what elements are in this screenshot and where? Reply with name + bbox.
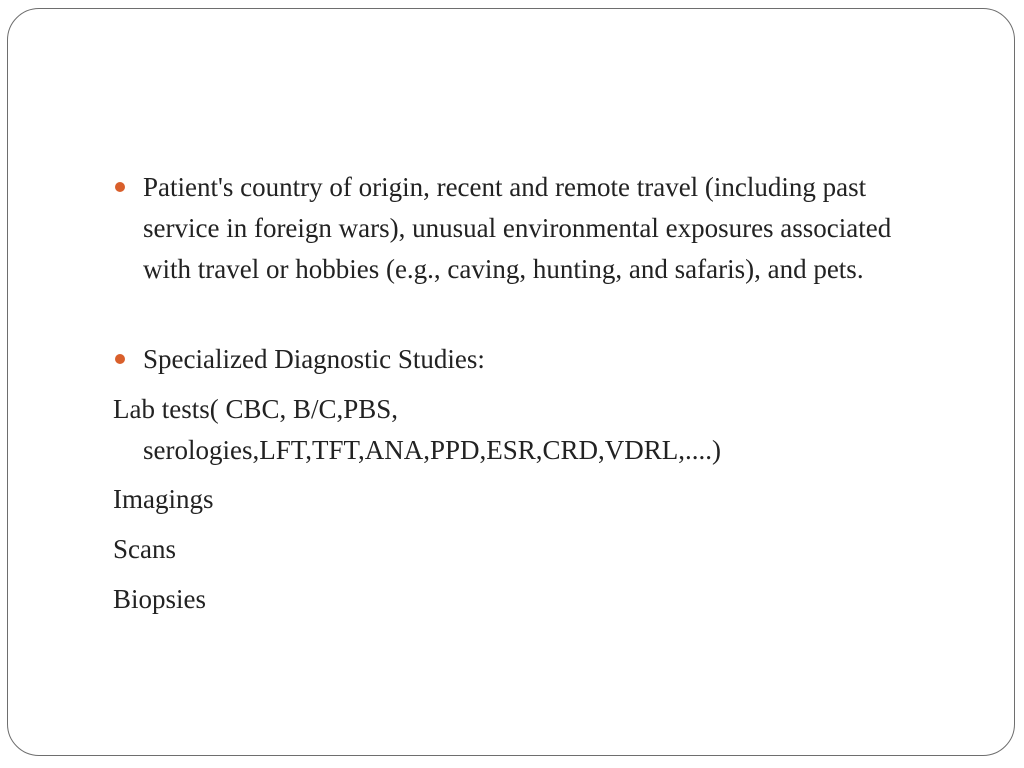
item-imagings: Imagings <box>113 484 214 514</box>
bullet-item-diagnostic: Specialized Diagnostic Studies: <box>143 344 485 374</box>
bullet-marker-1 <box>115 182 125 192</box>
item-biopsies: Biopsies <box>113 584 207 614</box>
item-scans: Scans <box>113 534 176 564</box>
lab-tests-line: Lab tests( CBC, B/C,PBS, serologies,LFT,TFT,ANA,PPD,ESR,CRD,VDRL,....) <box>113 394 722 465</box>
bullet-marker-2 <box>115 354 125 364</box>
bullet-item-travel: Patient's country of origin, recent and remote travel (including past service in foreign wars), unusual environmental exposures associated with travel or hobbies (e.g., caving, hunting, and safaris), and pets. <box>143 172 892 284</box>
